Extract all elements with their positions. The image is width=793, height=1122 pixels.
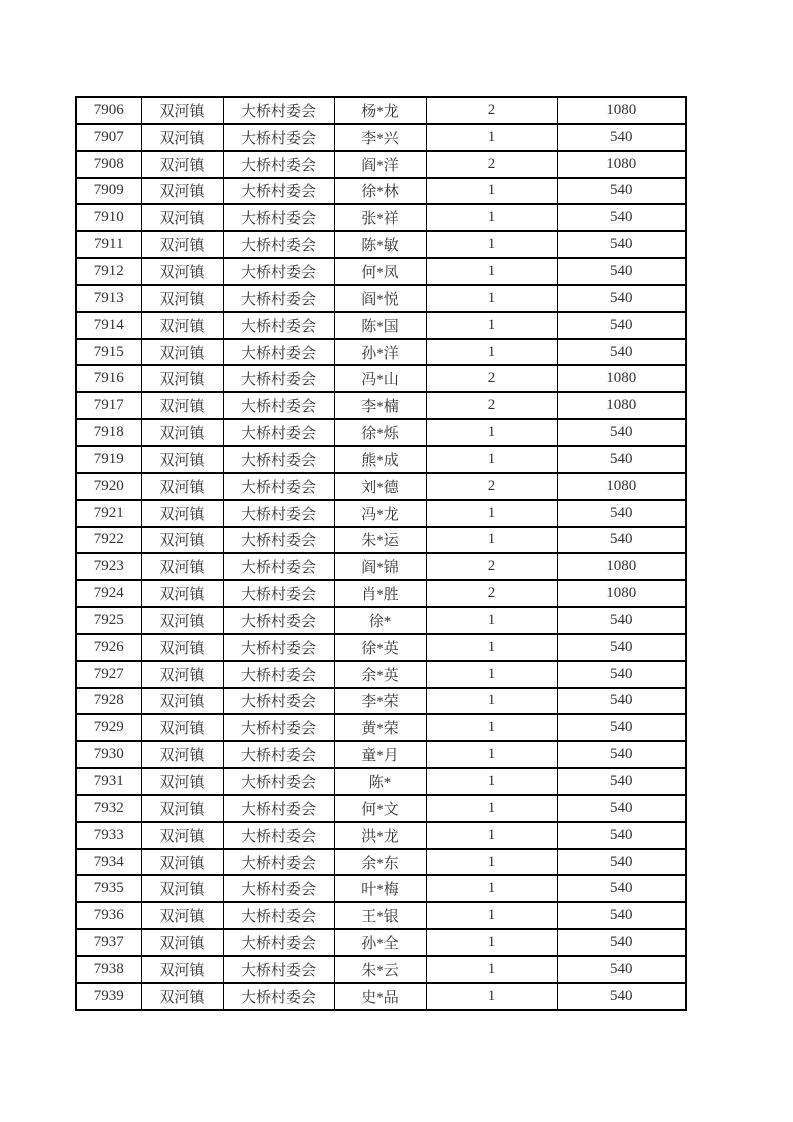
cell-name: 童*月 <box>334 741 426 768</box>
cell-town: 双河镇 <box>141 97 223 124</box>
cell-count: 2 <box>426 97 557 124</box>
cell-serial: 7937 <box>76 929 141 956</box>
cell-town: 双河镇 <box>141 527 223 554</box>
cell-name: 冯*山 <box>334 365 426 392</box>
cell-count: 1 <box>426 795 557 822</box>
cell-town: 双河镇 <box>141 231 223 258</box>
cell-village: 大桥村委会 <box>223 661 334 688</box>
table-row <box>76 795 686 822</box>
cell-name: 孙*洋 <box>334 339 426 366</box>
cell-serial: 7926 <box>76 634 141 661</box>
cell-amount: 1080 <box>557 580 686 607</box>
cell-name: 熊*成 <box>334 446 426 473</box>
table-row <box>76 285 686 312</box>
cell-serial: 7939 <box>76 983 141 1010</box>
cell-serial: 7923 <box>76 553 141 580</box>
cell-town: 双河镇 <box>141 795 223 822</box>
cell-serial: 7933 <box>76 822 141 849</box>
cell-count: 1 <box>426 312 557 339</box>
cell-count: 1 <box>426 688 557 715</box>
cell-amount: 540 <box>557 661 686 688</box>
table-row <box>76 258 686 285</box>
cell-count: 2 <box>426 473 557 500</box>
cell-count: 1 <box>426 419 557 446</box>
cell-count: 1 <box>426 661 557 688</box>
table-row <box>76 231 686 258</box>
cell-amount: 540 <box>557 339 686 366</box>
cell-village: 大桥村委会 <box>223 124 334 151</box>
cell-serial: 7922 <box>76 527 141 554</box>
cell-town: 双河镇 <box>141 902 223 929</box>
cell-name: 史*品 <box>334 983 426 1010</box>
table-row <box>76 956 686 983</box>
cell-town: 双河镇 <box>141 580 223 607</box>
cell-serial: 7938 <box>76 956 141 983</box>
cell-village: 大桥村委会 <box>223 714 334 741</box>
cell-count: 1 <box>426 768 557 795</box>
cell-village: 大桥村委会 <box>223 339 334 366</box>
table-row <box>76 580 686 607</box>
cell-village: 大桥村委会 <box>223 795 334 822</box>
cell-serial: 7929 <box>76 714 141 741</box>
cell-village: 大桥村委会 <box>223 688 334 715</box>
cell-count: 1 <box>426 204 557 231</box>
cell-village: 大桥村委会 <box>223 956 334 983</box>
cell-village: 大桥村委会 <box>223 285 334 312</box>
cell-name: 李*兴 <box>334 124 426 151</box>
cell-serial: 7908 <box>76 151 141 178</box>
cell-serial: 7935 <box>76 875 141 902</box>
cell-count: 1 <box>426 285 557 312</box>
cell-village: 大桥村委会 <box>223 392 334 419</box>
cell-town: 双河镇 <box>141 661 223 688</box>
cell-town: 双河镇 <box>141 339 223 366</box>
cell-serial: 7912 <box>76 258 141 285</box>
cell-name: 朱*运 <box>334 527 426 554</box>
cell-town: 双河镇 <box>141 285 223 312</box>
cell-village: 大桥村委会 <box>223 178 334 205</box>
table-row <box>76 527 686 554</box>
cell-village: 大桥村委会 <box>223 902 334 929</box>
cell-amount: 540 <box>557 875 686 902</box>
cell-amount: 540 <box>557 983 686 1010</box>
cell-serial: 7910 <box>76 204 141 231</box>
cell-name: 肖*胜 <box>334 580 426 607</box>
table-row <box>76 473 686 500</box>
cell-village: 大桥村委会 <box>223 527 334 554</box>
cell-village: 大桥村委会 <box>223 365 334 392</box>
cell-amount: 540 <box>557 124 686 151</box>
cell-amount: 1080 <box>557 365 686 392</box>
cell-serial: 7927 <box>76 661 141 688</box>
cell-town: 双河镇 <box>141 983 223 1010</box>
cell-serial: 7920 <box>76 473 141 500</box>
cell-name: 王*银 <box>334 902 426 929</box>
table-row <box>76 929 686 956</box>
cell-serial: 7909 <box>76 178 141 205</box>
benefit-table <box>75 96 687 1011</box>
table-row <box>76 875 686 902</box>
cell-village: 大桥村委会 <box>223 929 334 956</box>
cell-count: 1 <box>426 124 557 151</box>
cell-name: 徐*英 <box>334 634 426 661</box>
cell-name: 张*祥 <box>334 204 426 231</box>
cell-count: 1 <box>426 258 557 285</box>
cell-serial: 7914 <box>76 312 141 339</box>
cell-count: 1 <box>426 178 557 205</box>
cell-serial: 7936 <box>76 902 141 929</box>
cell-count: 1 <box>426 956 557 983</box>
cell-village: 大桥村委会 <box>223 741 334 768</box>
cell-town: 双河镇 <box>141 768 223 795</box>
cell-town: 双河镇 <box>141 741 223 768</box>
cell-village: 大桥村委会 <box>223 849 334 876</box>
cell-village: 大桥村委会 <box>223 312 334 339</box>
cell-serial: 7915 <box>76 339 141 366</box>
cell-name: 孙*全 <box>334 929 426 956</box>
table-row <box>76 822 686 849</box>
cell-serial: 7924 <box>76 580 141 607</box>
cell-village: 大桥村委会 <box>223 500 334 527</box>
cell-count: 2 <box>426 580 557 607</box>
cell-amount: 540 <box>557 929 686 956</box>
cell-town: 双河镇 <box>141 124 223 151</box>
table-body <box>76 97 686 1010</box>
cell-amount: 1080 <box>557 151 686 178</box>
cell-town: 双河镇 <box>141 178 223 205</box>
cell-serial: 7930 <box>76 741 141 768</box>
cell-name: 冯*龙 <box>334 500 426 527</box>
table-row <box>76 339 686 366</box>
table-row <box>76 446 686 473</box>
cell-count: 2 <box>426 392 557 419</box>
cell-serial: 7921 <box>76 500 141 527</box>
cell-village: 大桥村委会 <box>223 875 334 902</box>
cell-name: 朱*云 <box>334 956 426 983</box>
cell-name: 叶*梅 <box>334 875 426 902</box>
cell-village: 大桥村委会 <box>223 607 334 634</box>
cell-name: 阎*洋 <box>334 151 426 178</box>
cell-serial: 7931 <box>76 768 141 795</box>
cell-amount: 1080 <box>557 97 686 124</box>
cell-count: 1 <box>426 634 557 661</box>
table-row <box>76 741 686 768</box>
cell-town: 双河镇 <box>141 365 223 392</box>
table-row <box>76 312 686 339</box>
table-row <box>76 500 686 527</box>
table-row <box>76 204 686 231</box>
cell-town: 双河镇 <box>141 688 223 715</box>
table-row <box>76 365 686 392</box>
cell-amount: 1080 <box>557 392 686 419</box>
table-row <box>76 607 686 634</box>
cell-name: 徐* <box>334 607 426 634</box>
cell-amount: 540 <box>557 285 686 312</box>
table-row <box>76 178 686 205</box>
cell-name: 阎*锦 <box>334 553 426 580</box>
cell-count: 1 <box>426 875 557 902</box>
cell-amount: 540 <box>557 768 686 795</box>
cell-town: 双河镇 <box>141 258 223 285</box>
table-row <box>76 661 686 688</box>
cell-town: 双河镇 <box>141 634 223 661</box>
cell-town: 双河镇 <box>141 473 223 500</box>
cell-serial: 7928 <box>76 688 141 715</box>
cell-amount: 540 <box>557 688 686 715</box>
cell-amount: 1080 <box>557 473 686 500</box>
cell-name: 徐*烁 <box>334 419 426 446</box>
table-row <box>76 151 686 178</box>
cell-amount: 540 <box>557 714 686 741</box>
cell-town: 双河镇 <box>141 446 223 473</box>
table-row <box>76 849 686 876</box>
cell-village: 大桥村委会 <box>223 983 334 1010</box>
cell-name: 何*文 <box>334 795 426 822</box>
cell-amount: 540 <box>557 634 686 661</box>
cell-serial: 7913 <box>76 285 141 312</box>
cell-count: 1 <box>426 902 557 929</box>
cell-serial: 7906 <box>76 97 141 124</box>
cell-amount: 540 <box>557 795 686 822</box>
cell-town: 双河镇 <box>141 392 223 419</box>
cell-town: 双河镇 <box>141 500 223 527</box>
cell-amount: 540 <box>557 231 686 258</box>
cell-amount: 540 <box>557 419 686 446</box>
cell-village: 大桥村委会 <box>223 822 334 849</box>
cell-amount: 540 <box>557 500 686 527</box>
cell-name: 余*东 <box>334 849 426 876</box>
cell-village: 大桥村委会 <box>223 204 334 231</box>
cell-town: 双河镇 <box>141 875 223 902</box>
cell-count: 2 <box>426 151 557 178</box>
cell-town: 双河镇 <box>141 607 223 634</box>
cell-serial: 7918 <box>76 419 141 446</box>
cell-village: 大桥村委会 <box>223 446 334 473</box>
cell-village: 大桥村委会 <box>223 231 334 258</box>
cell-count: 1 <box>426 339 557 366</box>
cell-name: 李*荣 <box>334 688 426 715</box>
cell-serial: 7916 <box>76 365 141 392</box>
cell-serial: 7907 <box>76 124 141 151</box>
cell-town: 双河镇 <box>141 312 223 339</box>
cell-name: 洪*龙 <box>334 822 426 849</box>
cell-village: 大桥村委会 <box>223 151 334 178</box>
cell-village: 大桥村委会 <box>223 97 334 124</box>
cell-name: 陈*敏 <box>334 231 426 258</box>
cell-count: 1 <box>426 446 557 473</box>
cell-village: 大桥村委会 <box>223 258 334 285</box>
cell-amount: 540 <box>557 258 686 285</box>
cell-count: 1 <box>426 822 557 849</box>
cell-count: 1 <box>426 714 557 741</box>
cell-amount: 1080 <box>557 553 686 580</box>
table-row <box>76 392 686 419</box>
cell-name: 陈* <box>334 768 426 795</box>
cell-count: 1 <box>426 741 557 768</box>
cell-amount: 540 <box>557 607 686 634</box>
cell-count: 1 <box>426 527 557 554</box>
table-row <box>76 688 686 715</box>
table-row <box>76 983 686 1010</box>
table-row <box>76 124 686 151</box>
cell-serial: 7925 <box>76 607 141 634</box>
cell-amount: 540 <box>557 312 686 339</box>
cell-amount: 540 <box>557 204 686 231</box>
cell-count: 2 <box>426 553 557 580</box>
cell-village: 大桥村委会 <box>223 580 334 607</box>
table-row <box>76 419 686 446</box>
cell-town: 双河镇 <box>141 822 223 849</box>
cell-amount: 540 <box>557 741 686 768</box>
cell-name: 黄*荣 <box>334 714 426 741</box>
cell-count: 1 <box>426 500 557 527</box>
cell-village: 大桥村委会 <box>223 553 334 580</box>
table-row <box>76 714 686 741</box>
cell-count: 1 <box>426 607 557 634</box>
cell-name: 李*楠 <box>334 392 426 419</box>
cell-amount: 540 <box>557 178 686 205</box>
cell-name: 陈*国 <box>334 312 426 339</box>
cell-count: 1 <box>426 231 557 258</box>
cell-village: 大桥村委会 <box>223 473 334 500</box>
cell-town: 双河镇 <box>141 151 223 178</box>
cell-name: 余*英 <box>334 661 426 688</box>
table-row <box>76 553 686 580</box>
cell-serial: 7919 <box>76 446 141 473</box>
cell-village: 大桥村委会 <box>223 768 334 795</box>
table-row <box>76 634 686 661</box>
cell-name: 杨*龙 <box>334 97 426 124</box>
cell-count: 2 <box>426 365 557 392</box>
cell-town: 双河镇 <box>141 714 223 741</box>
cell-amount: 540 <box>557 902 686 929</box>
cell-name: 刘*德 <box>334 473 426 500</box>
cell-village: 大桥村委会 <box>223 634 334 661</box>
cell-amount: 540 <box>557 849 686 876</box>
table-row <box>76 768 686 795</box>
cell-amount: 540 <box>557 822 686 849</box>
table-row <box>76 97 686 124</box>
cell-serial: 7911 <box>76 231 141 258</box>
cell-amount: 540 <box>557 446 686 473</box>
cell-serial: 7934 <box>76 849 141 876</box>
cell-town: 双河镇 <box>141 204 223 231</box>
cell-count: 1 <box>426 983 557 1010</box>
cell-town: 双河镇 <box>141 419 223 446</box>
cell-count: 1 <box>426 849 557 876</box>
cell-town: 双河镇 <box>141 553 223 580</box>
table-row <box>76 902 686 929</box>
cell-count: 1 <box>426 929 557 956</box>
cell-name: 徐*林 <box>334 178 426 205</box>
cell-town: 双河镇 <box>141 929 223 956</box>
cell-amount: 540 <box>557 956 686 983</box>
cell-town: 双河镇 <box>141 849 223 876</box>
cell-amount: 540 <box>557 527 686 554</box>
cell-name: 阎*悦 <box>334 285 426 312</box>
cell-village: 大桥村委会 <box>223 419 334 446</box>
cell-serial: 7917 <box>76 392 141 419</box>
cell-serial: 7932 <box>76 795 141 822</box>
cell-name: 何*凤 <box>334 258 426 285</box>
cell-town: 双河镇 <box>141 956 223 983</box>
